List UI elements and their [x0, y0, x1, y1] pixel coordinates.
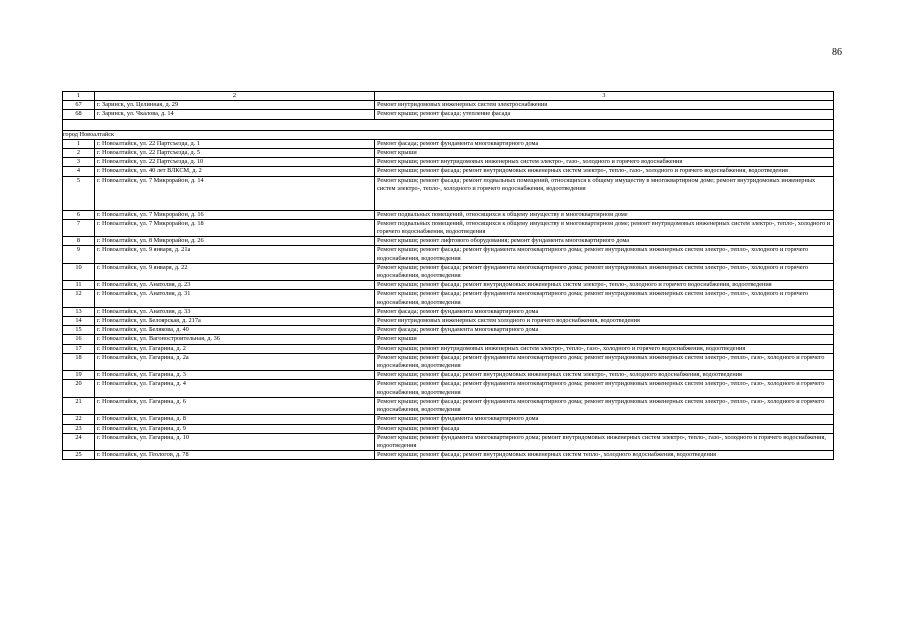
object-address: г. Новоалтайск, ул. Гагарина, д. 8 — [95, 415, 375, 424]
repair-works: Ремонт крыши; ремонт фасада — [375, 424, 834, 433]
row-number: 11 — [63, 281, 95, 290]
header-col-1: 1 — [63, 92, 95, 101]
row-number: 3 — [63, 158, 95, 167]
repair-works: Ремонт крыши; ремонт фасада; ремонт внутридомовых инженерных систем электро-, тепло-, газо-, холодного и горячего водоснабжения, водоотведения — [375, 167, 834, 176]
row-number: 1 — [63, 139, 95, 148]
object-address: г. Новоалтайск, ул. Анатолия, д. 33 — [95, 307, 375, 316]
repair-works: Ремонт крыши; ремонт фундамента многоквартирного дома; ремонт внутридомовых инженерных систем электро-, тепло-, газо-, холодного и горячего водоснабжения, водоотведения — [375, 433, 834, 450]
object-address: г. Новоалтайск, ул. 7 Микрорайон, д. 18 — [95, 219, 375, 236]
repair-works: Ремонт крыши; ремонт фасада; утепление фасада — [375, 110, 834, 119]
row-number: 23 — [63, 424, 95, 433]
repair-works: Ремонт подвальных помещений, относящихся к общему имуществу в многоквартирном доме — [375, 210, 834, 219]
repair-works: Ремонт крыши — [375, 335, 834, 344]
object-address: г. Заринск, ул. Целинная, д. 29 — [95, 101, 375, 110]
repair-works: Ремонт внутридомовых инженерных систем электроснабжения — [375, 101, 834, 110]
table-row — [63, 307, 834, 316]
table-row — [63, 424, 834, 433]
object-address: г. Новоалтайск, ул. 22 Партсъезда, д. 10 — [95, 158, 375, 167]
row-number: 2 — [63, 149, 95, 158]
row-number: 14 — [63, 317, 95, 326]
object-address: г. Новоалтайск, ул. Белякова, д. 40 — [95, 326, 375, 335]
row-number: 9 — [63, 246, 95, 263]
repair-works: Ремонт крыши — [375, 149, 834, 158]
object-address: г. Новоалтайск, ул. Гагарина, д. 6 — [95, 397, 375, 414]
object-address: г. Заринск, ул. Чкалова, д. 14 — [95, 110, 375, 119]
repair-works: Ремонт крыши; ремонт внутридомовых инженерных систем электро-, газо-, холодного и горячего водоснабжения — [375, 158, 834, 167]
object-address: г. Новоалтайск, ул. Гагарина, д. 2 — [95, 344, 375, 353]
table-row — [63, 139, 834, 148]
table-row — [63, 281, 834, 290]
object-address: г. Новоалтайск, ул. Геологов, д. 78 — [95, 451, 375, 460]
page-number: 86 — [832, 47, 842, 58]
repair-works: Ремонт крыши; ремонт фасада; ремонт фундамента многоквартирного дома; ремонт внутридомовых инженерных систем электро-, тепло-, газо-, холодного и горячего водоснабжения, водоотведения — [375, 397, 834, 414]
row-number: 18 — [63, 353, 95, 370]
table-row — [63, 335, 834, 344]
table-row — [63, 397, 834, 414]
repair-works: Ремонт крыши; ремонт фасада; ремонт внутридомовых инженерных систем электро-, тепло-, холодного водоснабжения, водоотведения — [375, 371, 834, 380]
object-address: г. Новоалтайск, ул. Гагарина, д. 3 — [95, 371, 375, 380]
object-address: г. Новоалтайск, ул. Гагарина, д. 10 — [95, 433, 375, 450]
row-number: 68 — [63, 110, 95, 119]
row-number: 5 — [63, 176, 95, 210]
row-number: 12 — [63, 290, 95, 307]
row-number: 7 — [63, 219, 95, 236]
spacer-row — [63, 119, 834, 130]
repair-works: Ремонт крыши; ремонт фасада; ремонт внутридомовых инженерных систем тепло-, холодного водоснабжения, водоотведения — [375, 451, 834, 460]
row-number: 4 — [63, 167, 95, 176]
object-address: г. Новоалтайск, ул. Вагоностроительная, д. 36 — [95, 335, 375, 344]
object-address: г. Новоалтайск, ул. Гагарина, д. 9 — [95, 424, 375, 433]
table-row — [63, 219, 834, 236]
object-address: г. Новоалтайск, ул. Анатолия, д. 23 — [95, 281, 375, 290]
row-number: 17 — [63, 344, 95, 353]
repair-works: Ремонт фасада; ремонт фундамента многоквартирного дома — [375, 326, 834, 335]
object-address: г. Новоалтайск, ул. 22 Партсъезда, д. 5 — [95, 149, 375, 158]
row-number: 22 — [63, 415, 95, 424]
repair-works: Ремонт крыши; ремонт фасада; ремонт фундамента многоквартирного дома; ремонт внутридомовых инженерных систем электро-, тепло-, газо-, холодного и горячего водоснабжения, водоотведения — [375, 353, 834, 370]
object-address: г. Новоалтайск, ул. 9 января, д. 21а — [95, 246, 375, 263]
object-address: г. Новоалтайск, ул. 9 января, д. 22 — [95, 263, 375, 280]
repair-works: Ремонт крыши; ремонт внутридомовых инженерных систем электро-, тепло-, газо-, холодного и горячего водоснабжения, водоотведения — [375, 344, 834, 353]
table-row — [63, 110, 834, 119]
table-row — [63, 290, 834, 307]
object-address: г. Новоалтайск, ул. Белоярская, д. 217а — [95, 317, 375, 326]
repair-works: Ремонт крыши; ремонт фасада; ремонт фундамента многоквартирного дома; ремонт внутридомовых инженерных систем электро-, тепло-, холодного и горячего водоснабжения, водоотведения — [375, 290, 834, 307]
table-row — [63, 263, 834, 280]
city-heading-row — [63, 130, 834, 139]
object-address: г. Новоалтайск, ул. 7 Микрорайон, д. 16 — [95, 210, 375, 219]
row-number: 13 — [63, 307, 95, 316]
city-heading: город Новоалтайск — [63, 130, 834, 139]
row-number: 20 — [63, 380, 95, 397]
table-row — [63, 344, 834, 353]
table-row — [63, 317, 834, 326]
object-address: г. Новоалтайск, ул. Гагарина, д. 4 — [95, 380, 375, 397]
table-row — [63, 237, 834, 246]
repair-works: Ремонт крыши; ремонт лифтового оборудования; ремонт фундамента многоквартирного дома — [375, 237, 834, 246]
row-number: 10 — [63, 263, 95, 280]
object-address: г. Новоалтайск, ул. 22 Партсъезда, д. 1 — [95, 139, 375, 148]
repair-works: Ремонт крыши; ремонт фундамента многоквартирного дома — [375, 415, 834, 424]
spacer-cell — [63, 119, 834, 130]
table-row — [63, 158, 834, 167]
table-row — [63, 149, 834, 158]
table-row — [63, 353, 834, 370]
object-address: г. Новоалтайск, ул. 8 Микрорайон, д. 26 — [95, 237, 375, 246]
repair-works: Ремонт крыши; ремонт фасада; ремонт подвальных помещений, относящихся к общему имуществу в многоквартирном доме; ремонт внутридомовых инженерных систем электро-, тепло-, холодного и горячего водоснабжения, водоотведения — [375, 176, 834, 210]
table-row — [63, 326, 834, 335]
repair-works: Ремонт крыши; ремонт фасада; ремонт фундамента многоквартирного дома; ремонт внутридомовых инженерных систем электро-, тепло-, холодного и горячего водоснабжения, водоотведения — [375, 263, 834, 280]
table-row — [63, 380, 834, 397]
object-address: г. Новоалтайск, ул. 40 лет ВЛКСМ, д. 2 — [95, 167, 375, 176]
repair-program-table — [62, 91, 834, 460]
row-number: 15 — [63, 326, 95, 335]
header-col-3: 3 — [375, 92, 834, 101]
repair-works: Ремонт фасада; ремонт фундамента многоквартирного дома — [375, 139, 834, 148]
object-address: г. Новоалтайск, ул. Гагарина, д. 2а — [95, 353, 375, 370]
column-number-header-row — [63, 92, 834, 101]
repair-works: Ремонт фасада; ремонт фундамента многоквартирного дома — [375, 307, 834, 316]
row-number: 16 — [63, 335, 95, 344]
repair-works: Ремонт крыши; ремонт фасада; ремонт фундамента многоквартирного дома; ремонт внутридомовых инженерных систем электро-, тепло-, холодного и горячего водоснабжения, водоотведения — [375, 246, 834, 263]
repair-works: Ремонт крыши; ремонт фасада; ремонт фундамента многоквартирного дома; ремонт внутридомовых инженерных систем электро-, тепло-, газо-, холодного и горячего водоснабжения, водоотведения — [375, 380, 834, 397]
table-row — [63, 415, 834, 424]
table-row — [63, 167, 834, 176]
table-row — [63, 101, 834, 110]
table-row — [63, 371, 834, 380]
header-col-2: 2 — [95, 92, 375, 101]
table-row — [63, 451, 834, 460]
row-number: 67 — [63, 101, 95, 110]
row-number: 6 — [63, 210, 95, 219]
table-row — [63, 433, 834, 450]
row-number: 21 — [63, 397, 95, 414]
table-row — [63, 210, 834, 219]
repair-works: Ремонт внутридомовых инженерных систем холодного и горячего водоснабжения, водоотведения — [375, 317, 834, 326]
row-number: 25 — [63, 451, 95, 460]
table-row — [63, 176, 834, 210]
table-row — [63, 246, 834, 263]
object-address: г. Новоалтайск, ул. 7 Микрорайон, д. 14 — [95, 176, 375, 210]
repair-works: Ремонт подвальных помещений, относящихся к общему имуществу в многоквартирном доме; ремонт внутридомовых инженерных систем электро-, тепло-, холодного и горячего водоснабжения, водоотведения — [375, 219, 834, 236]
object-address: г. Новоалтайск, ул. Анатолия, д. 31 — [95, 290, 375, 307]
row-number: 24 — [63, 433, 95, 450]
row-number: 8 — [63, 237, 95, 246]
row-number: 19 — [63, 371, 95, 380]
repair-works: Ремонт крыши; ремонт фасада; ремонт внутридомовых инженерных систем электро-, тепло-, холодного и горячего водоснабжения, водоотведения — [375, 281, 834, 290]
